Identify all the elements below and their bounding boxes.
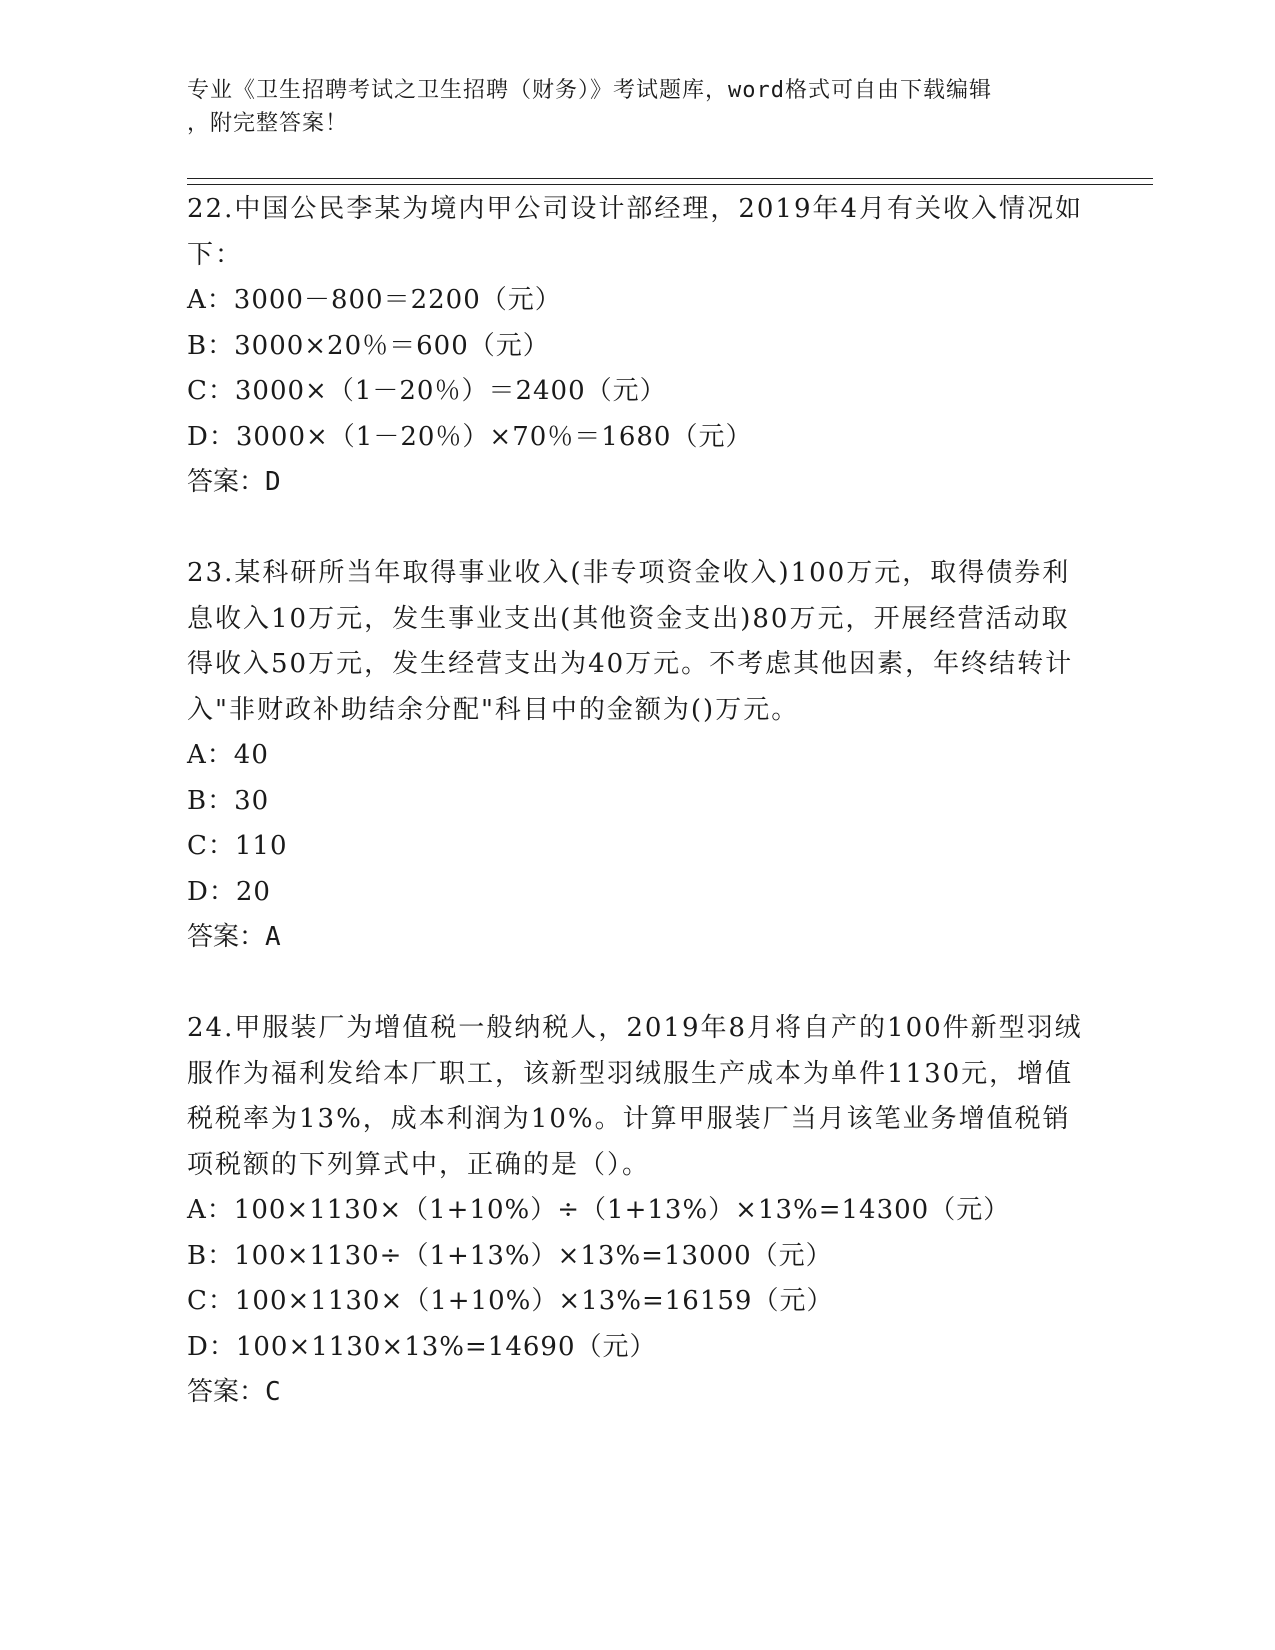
answer: 答案：A	[187, 922, 281, 952]
option-b: B：3000×20％＝600（元）	[187, 330, 550, 361]
option-d: D：20	[187, 876, 271, 907]
question-text: 23.某科研所当年取得事业收入(非专项资金收入)100万元，取得债券利息收入10万元，发生事业支出(其他资金支出)80万元，开展经营活动取得收入50万元，发生经营支出为40万元。不考虑其他因素，年终结转计入"非财政补助结余分配"科目中的金额为()万元。	[187, 558, 1074, 725]
question-24	[187, 1006, 1087, 1416]
header-divider-bottom	[187, 184, 1153, 185]
option-a: A：40	[187, 740, 269, 770]
header-divider-top	[187, 178, 1153, 179]
question-22	[187, 187, 1087, 506]
question-text: 24.甲服装厂为增值税一般纳税人，2019年8月将自产的100件新型羽绒服作为福利发给本厂职工，该新型羽绒服生产成本为单件1130元，增值税税率为13%，成本利润为10%。计算甲服装厂当月该笔业务增值税销项税额的下列算式中，正确的是（）。	[187, 1013, 1083, 1180]
option-b: B：30	[187, 785, 270, 816]
option-c: C：100×1130×（1+10%）×13%=16159（元）	[187, 1286, 834, 1316]
document-header	[187, 74, 1067, 140]
option-a: A：100×1130×（1+10%）÷（1+13%）×13%=14300（元）	[187, 1195, 1011, 1225]
question-text: 22.中国公民李某为境内甲公司设计部经理，2019年4月有关收入情况如下：	[187, 194, 1084, 270]
header-line-2: ，附完整答案！	[187, 111, 349, 136]
option-d: D：3000×（1－20％）×70％＝1680（元）	[187, 421, 753, 452]
option-a: A：3000－800＝2200（元）	[187, 285, 562, 315]
question-23	[187, 551, 1087, 961]
option-c: C：3000×（1－20％）＝2400（元）	[187, 376, 667, 406]
answer: 答案：C	[187, 1377, 281, 1407]
header-line-1: 专业《卫生招聘考试之卫生招聘（财务）》考试题库，word格式可自由下载编辑	[187, 78, 992, 103]
answer: 答案：D	[187, 467, 281, 497]
option-d: D：100×1130×13%=14690（元）	[187, 1331, 657, 1362]
option-c: C：110	[187, 831, 288, 861]
option-b: B：100×1130÷（1+13%）×13%=13000（元）	[187, 1240, 833, 1271]
